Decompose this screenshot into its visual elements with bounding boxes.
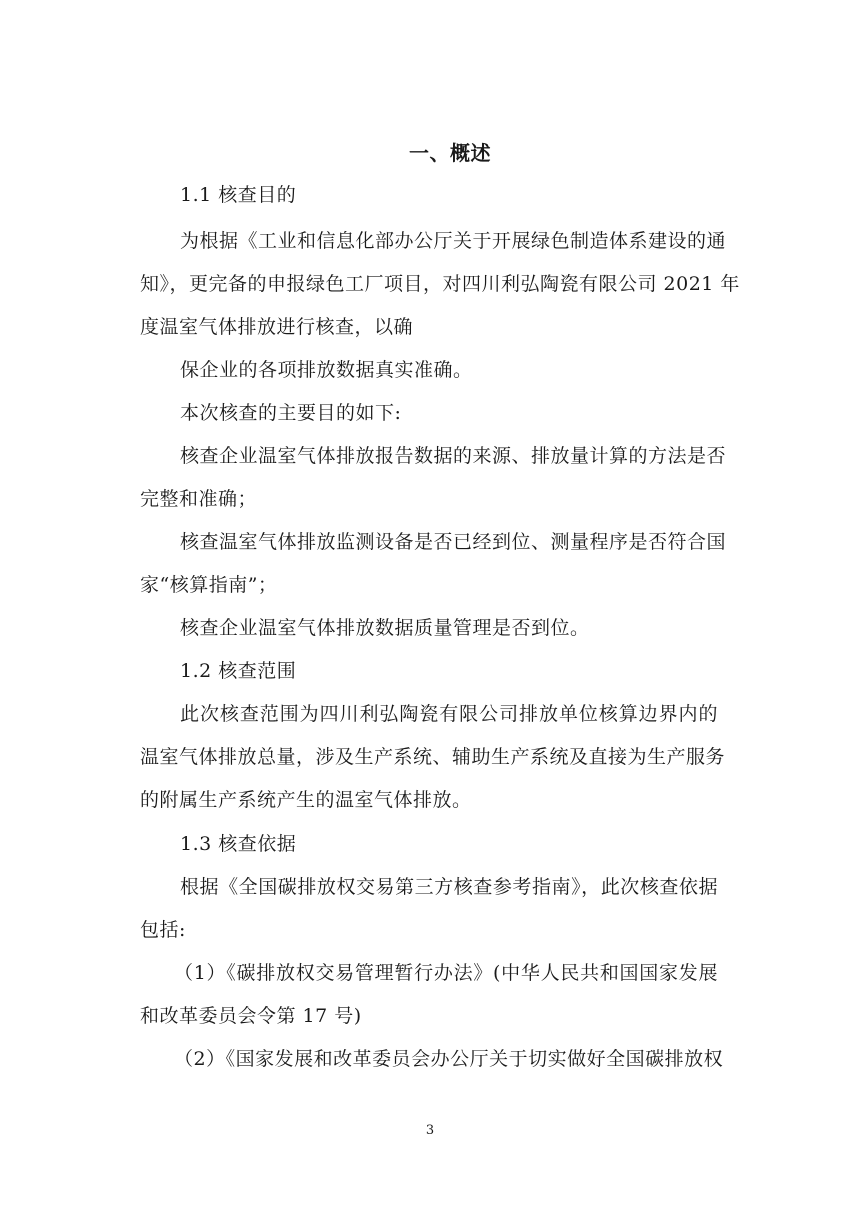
paragraph-line: 本次核查的主要目的如下: [180, 402, 402, 424]
paragraph-line: 家“核算指南”； [140, 574, 278, 596]
section-heading-1-1: 1.1 核查目的 [180, 184, 297, 206]
paragraph-line: 和改革委员会令第 17 号) [140, 1005, 362, 1027]
paragraph-line: 温室气体排放总量，涉及生产系统、辅助生产系统及直接为生产服务 [140, 746, 726, 768]
paragraph-line: 核查企业温室气体排放数据质量管理是否到位。 [180, 617, 590, 639]
paragraph-line: 的附属生产系统产生的温室气体排放。 [140, 789, 472, 811]
paragraph-line: （2）《国家发展和改革委员会办公厅关于切实做好全国碳排放权 [174, 1048, 724, 1070]
paragraph-line: （1）《碳排放权交易管理暂行办法》(中华人民共和国国家发展 [174, 962, 718, 984]
paragraph-line: 度温室气体排放进行核查，以确 [140, 316, 414, 338]
paragraph-line: 根据《全国碳排放权交易第三方核查参考指南》，此次核查依据 [180, 876, 718, 898]
chapter-heading: 一、概述 [409, 141, 491, 165]
paragraph-line: 此次核查范围为四川利弘陶瓷有限公司排放单位核算边界内的 [180, 703, 718, 725]
paragraph-line: 为根据《工业和信息化部办公厅关于开展绿色制造体系建设的通 [180, 230, 727, 252]
paragraph-line: 知》，更完备的申报绿色工厂项目，对四川利弘陶瓷有限公司 2021 年 [140, 273, 740, 295]
page-number: 3 [425, 1123, 435, 1138]
paragraph-line: 核查温室气体排放监测设备是否已经到位、测量程序是否符合国 [180, 531, 727, 553]
paragraph-line: 保企业的各项排放数据真实准确。 [180, 359, 473, 381]
paragraph-line: 完整和准确； [140, 488, 258, 510]
section-heading-1-3: 1.3 核查依据 [180, 833, 297, 855]
paragraph-line: 核查企业温室气体排放报告数据的来源、排放量计算的方法是否 [180, 445, 727, 467]
section-heading-1-2: 1.2 核查范围 [180, 660, 297, 682]
paragraph-line: 包括: [140, 919, 186, 941]
